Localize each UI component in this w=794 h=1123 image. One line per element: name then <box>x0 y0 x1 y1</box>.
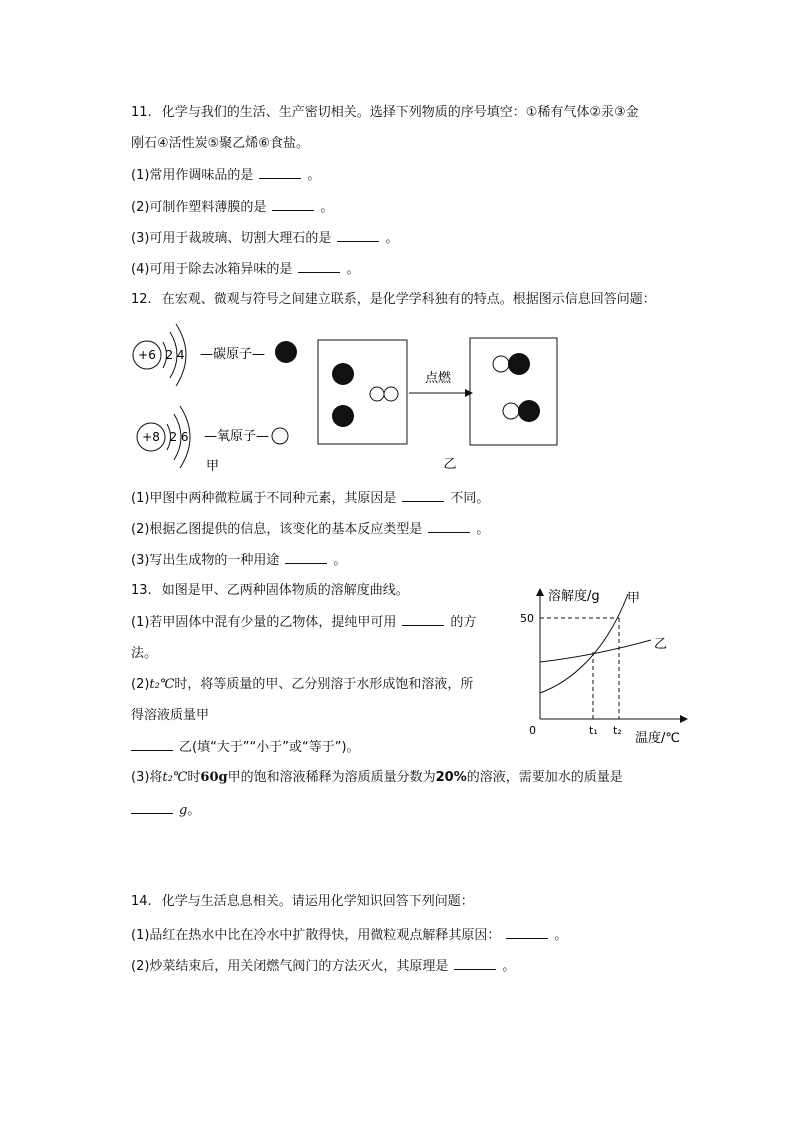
oxygen-atom-diagram <box>137 406 288 474</box>
q13-part3-line2: g。 <box>131 801 200 820</box>
carbon-atom-label: —碳原子— <box>200 347 266 362</box>
q11-number: 11. <box>131 105 152 120</box>
q14-stem: 14. 化学与生活息息相关。请运用化学知识回答下列问题： <box>131 894 474 909</box>
answer-blank[interactable] <box>402 489 444 502</box>
series-line-jia <box>540 594 628 693</box>
series-line-yi <box>540 640 651 662</box>
series-label-yi: 乙 <box>654 637 668 652</box>
q13-stem: 13. 如图是甲、乙两种固体物质的溶解度曲线。 <box>131 583 409 598</box>
reactant-box <box>318 340 407 444</box>
series-label-jia: 甲 <box>627 591 641 606</box>
q13-part2-line3: 乙(填“大于”“小于”或“等于”)。 <box>131 738 360 757</box>
answer-blank[interactable] <box>285 551 327 564</box>
oxygen-shell-electrons: 2 6 <box>169 430 189 444</box>
carbon-shell-electrons: 2 4 <box>165 348 185 362</box>
carbon-atom-diagram <box>133 324 297 386</box>
left-figure-caption: 甲 <box>206 459 220 474</box>
q12-part3: (3)写出生成物的一种用途 。 <box>131 553 347 568</box>
oxygen-atom-label: —氧原子— <box>204 429 270 444</box>
oxygen-nucleus-label: +8 <box>142 430 160 444</box>
answer-blank[interactable] <box>506 926 548 939</box>
q14-part2: (2)炒菜结束后，用关闭燃气阀门的方法灭火，其原理是 。 <box>131 959 516 974</box>
q13-number: 13. <box>131 583 152 598</box>
solubility-chart <box>515 582 700 752</box>
product-box <box>470 338 557 445</box>
oxygen-atom-symbol <box>272 428 288 444</box>
answer-blank[interactable] <box>259 166 301 179</box>
q13-part3-line1: (3)将t₂℃时60g甲的饱和溶液稀释为溶质质量分数为20%的溶液，需要加水的质量是 <box>131 770 623 785</box>
answer-blank[interactable] <box>454 957 496 970</box>
answer-blank[interactable] <box>131 738 173 751</box>
carbon-atom-symbol <box>275 341 297 363</box>
q13-part2-line1: (2)t₂℃时，将等质量的甲、乙分别溶于水形成饱和溶液，所 <box>131 677 474 692</box>
q11-part3: (3)可用于裁玻璃、切割大理石的是 。 <box>131 231 399 246</box>
answer-blank[interactable] <box>272 198 314 211</box>
q14-number: 14. <box>131 894 152 909</box>
x-tick-label: t₂ <box>613 724 622 737</box>
q13-part1-line2: 法。 <box>131 646 158 661</box>
origin-label: 0 <box>529 724 536 737</box>
y-tick-label: 50 <box>520 612 534 625</box>
x-axis-label: 温度/℃ <box>635 731 680 746</box>
reaction-arrow <box>409 370 473 397</box>
q11-stem-line2: 刚石④活性炭⑤聚乙烯⑥食盐。 <box>131 136 309 151</box>
answer-blank[interactable] <box>298 260 340 273</box>
q11-part4: (4)可用于除去冰箱异味的是 。 <box>131 262 360 277</box>
y-axis-label: 溶解度/g <box>548 589 600 604</box>
x-tick-label: t₁ <box>589 724 598 737</box>
carbon-nucleus-label: +6 <box>138 348 156 362</box>
q11-part1: (1)常用作调味品的是 。 <box>131 168 321 183</box>
q13-part1-line1: (1)若甲固体中混有少量的乙物体，提纯甲可用 的方 <box>131 615 477 630</box>
answer-blank[interactable] <box>402 613 444 626</box>
q14-part1: (1)品红在热水中比在冷水中扩散得快，用微粒观点解释其原因： 。 <box>131 928 568 943</box>
q12-number: 12. <box>131 292 152 307</box>
q13-part2-line2: 得溶液质量甲 <box>131 708 210 723</box>
q11-stem-line1: 11. 化学与我们的生活、生产密切相关。选择下列物质的序号填空：①稀有气体②汞③金 <box>131 105 639 120</box>
q12-stem: 12. 在宏观、微观与符号之间建立联系，是化学学科独有的特点。根据图示信息回答问题： <box>131 292 656 307</box>
q12-part1: (1)甲图中两种微粒属于不同种元素，其原因是 不同。 <box>131 491 490 506</box>
answer-blank[interactable] <box>428 520 470 533</box>
reaction-condition-label: 点燃 <box>424 371 452 386</box>
right-figure-caption: 乙 <box>443 457 457 472</box>
answer-blank[interactable] <box>337 229 379 242</box>
q12-figure <box>120 318 580 478</box>
q11-part2: (2)可制作塑料薄膜的是 。 <box>131 200 334 215</box>
answer-blank[interactable] <box>131 801 173 814</box>
q12-part2: (2)根据乙图提供的信息，该变化的基本反应类型是 。 <box>131 522 490 537</box>
